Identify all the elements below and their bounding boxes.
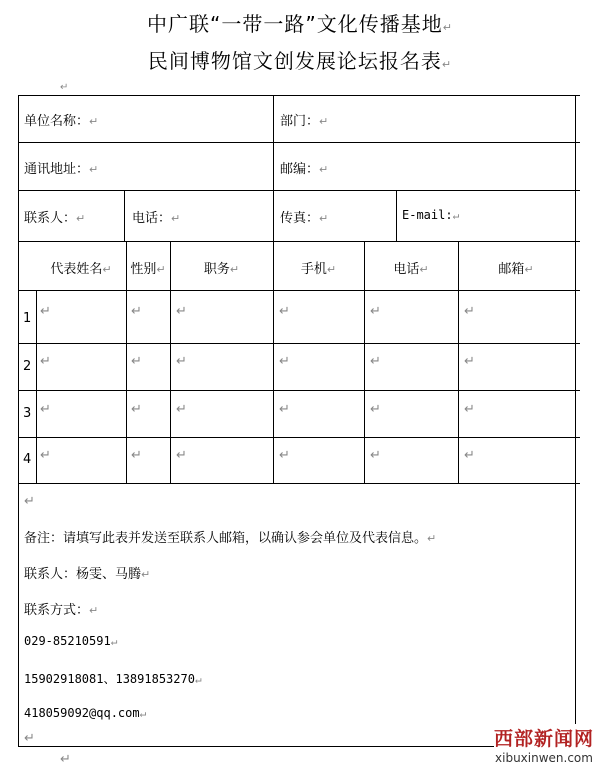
table-edge-tick <box>574 241 580 242</box>
table-edge-tick <box>574 483 580 484</box>
empty-cell[interactable]: ↵ <box>279 354 290 369</box>
header-position: 职务↵ <box>203 262 240 277</box>
empty-cell[interactable]: ↵ <box>370 304 381 319</box>
watermark-url: xibuxinwen.com <box>495 751 593 765</box>
table-rule <box>170 241 171 483</box>
table-rule <box>18 190 574 191</box>
header-phone: 电话↵ <box>393 262 429 277</box>
empty-cell[interactable]: ↵ <box>370 402 381 417</box>
phone-numbers-2: 15902918081、13891853270↵ <box>24 672 202 686</box>
paragraph-mark: ↵ <box>419 263 429 276</box>
address-label: 通讯地址： <box>24 162 90 177</box>
paragraph-mark: ↵ <box>89 115 99 128</box>
table-rule <box>273 95 274 241</box>
empty-cell[interactable]: ↵ <box>40 402 51 417</box>
paragraph-mark: ↵ <box>89 163 99 176</box>
empty-cell[interactable]: ↵ <box>370 354 381 369</box>
site-watermark <box>494 724 594 765</box>
paragraph-mark: ↵ <box>24 494 35 509</box>
phone-number-1: 029-85210591↵ <box>24 634 118 648</box>
paragraph-mark: ↵ <box>141 568 151 581</box>
paragraph-mark: ↵ <box>171 212 181 225</box>
department-label: 部门： <box>280 114 320 129</box>
paragraph-mark: ↵ <box>452 209 460 222</box>
table-rule <box>18 241 574 242</box>
empty-cell[interactable]: ↵ <box>131 354 142 369</box>
empty-cell[interactable]: ↵ <box>131 304 142 319</box>
unit-name-label: 单位名称： <box>24 114 90 129</box>
empty-cell[interactable]: ↵ <box>176 304 187 319</box>
row-number: 4 <box>23 452 32 467</box>
postcode-field[interactable] <box>280 158 328 177</box>
table-rule <box>36 290 37 483</box>
paragraph-mark: ↵ <box>319 212 329 225</box>
row-number: 2 <box>23 359 32 374</box>
table-rule <box>18 290 574 291</box>
empty-cell[interactable]: ↵ <box>279 448 290 463</box>
paragraph-mark: ↵ <box>326 263 337 276</box>
watermark-logo-text: 西部新闻网 <box>493 728 594 750</box>
paragraph-mark: ↵ <box>319 163 329 176</box>
contact-field[interactable] <box>24 207 85 226</box>
empty-cell[interactable]: ↵ <box>464 354 475 369</box>
row-number: 1 <box>23 311 32 326</box>
empty-cell[interactable]: ↵ <box>279 402 290 417</box>
fax-label: 传真： <box>280 211 320 226</box>
empty-cell[interactable]: ↵ <box>131 448 142 463</box>
table-edge-tick <box>574 142 580 143</box>
paragraph-mark: ↵ <box>110 635 118 648</box>
empty-cell[interactable]: ↵ <box>176 354 187 369</box>
registration-table <box>18 95 576 747</box>
contact-label: 联系人： <box>24 211 77 226</box>
empty-cell[interactable]: ↵ <box>176 402 187 417</box>
table-edge-tick <box>574 343 580 344</box>
header-gender: 性别↵ <box>130 262 166 277</box>
empty-cell[interactable]: ↵ <box>131 402 142 417</box>
title-line-2: 民间博物馆文创发展论坛报名表 <box>147 49 442 73</box>
address-field[interactable] <box>24 158 98 177</box>
table-rule <box>364 241 365 483</box>
table-edge-tick <box>574 95 580 96</box>
table-rule <box>18 483 574 484</box>
paragraph-mark: ↵ <box>229 263 240 276</box>
table-rule <box>126 241 127 483</box>
header-rep-name: 代表姓名↵ <box>50 262 112 277</box>
empty-cell[interactable]: ↵ <box>370 448 381 463</box>
unit-name-field[interactable] <box>24 110 98 129</box>
paragraph-mark: ↵ <box>89 604 99 617</box>
contacts-text: 联系人：杨雯、马腾↵ <box>24 567 151 582</box>
header-mobile: 手机↵ <box>300 262 337 277</box>
postcode-label: 邮编： <box>280 162 320 177</box>
paragraph-mark: ↵ <box>442 21 453 34</box>
paragraph-mark: ↵ <box>24 731 35 746</box>
phone-field[interactable] <box>132 207 180 226</box>
empty-cell[interactable]: ↵ <box>464 448 475 463</box>
paragraph-mark: ↵ <box>76 212 86 225</box>
table-edge-tick <box>574 290 580 291</box>
empty-cell[interactable]: ↵ <box>464 304 475 319</box>
empty-cell[interactable]: ↵ <box>279 304 290 319</box>
phone-label: 电话： <box>132 211 172 226</box>
table-rule <box>124 190 125 241</box>
empty-cell[interactable]: ↵ <box>176 448 187 463</box>
empty-cell[interactable]: ↵ <box>40 448 51 463</box>
paragraph-mark: ↵ <box>102 263 112 276</box>
row-number: 3 <box>23 406 32 421</box>
paragraph-mark: ↵ <box>194 673 202 686</box>
table-rule <box>396 190 397 241</box>
table-rule <box>273 241 274 483</box>
fax-field[interactable] <box>280 207 328 226</box>
table-edge-tick <box>574 390 580 391</box>
department-field[interactable] <box>280 110 328 129</box>
paragraph-mark: ↵ <box>427 532 437 545</box>
table-rule <box>18 142 574 143</box>
table-edge-tick <box>574 190 580 191</box>
table-edge-tick <box>574 437 580 438</box>
empty-cell[interactable]: ↵ <box>40 304 51 319</box>
paragraph-mark: ↵ <box>60 82 69 93</box>
paragraph-mark: ↵ <box>319 115 329 128</box>
table-rule <box>18 343 574 344</box>
remark-text: 备注：请填写此表并发送至联系人邮箱，以确认参会单位及代表信息。↵ <box>24 531 437 546</box>
paragraph-mark: ↵ <box>441 58 453 71</box>
header-mailbox: 邮箱↵ <box>498 262 534 277</box>
paragraph-mark: ↵ <box>60 752 71 767</box>
paragraph-mark: ↵ <box>524 263 534 276</box>
table-rule <box>18 390 574 391</box>
email-label: E-mail: <box>402 208 453 222</box>
email-field[interactable] <box>402 208 459 222</box>
table-rule <box>18 437 574 438</box>
empty-cell[interactable]: ↵ <box>40 354 51 369</box>
contact-email: 418059092@qq.com↵ <box>24 706 147 720</box>
paragraph-mark: ↵ <box>139 707 147 720</box>
title-line-1: 中广联“一带一路”文化传播基地 <box>147 12 443 36</box>
empty-cell[interactable]: ↵ <box>464 402 475 417</box>
paragraph-mark: ↵ <box>156 263 166 276</box>
contact-method-text: 联系方式：↵ <box>24 603 99 618</box>
table-rule <box>458 241 459 483</box>
